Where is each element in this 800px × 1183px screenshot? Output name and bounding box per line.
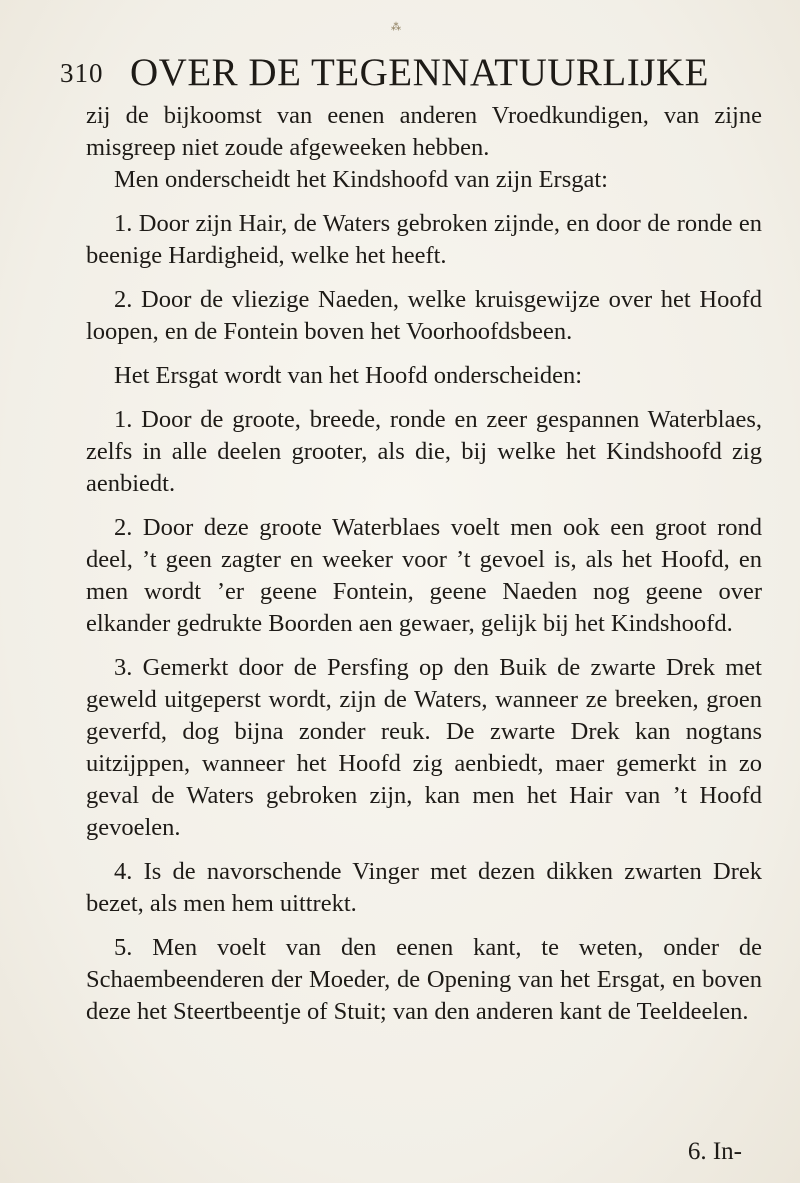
paragraph-intro-ersgat: Het Ersgat wordt van het Hoofd onderscheiden: (114, 362, 583, 389)
list-item-ersgat-4: 4. Is de navorschende Vinger met dezen dikken zwarten Drek bezet, als men hem uittrekt. (86, 858, 762, 917)
body-text (86, 100, 762, 1028)
list-item-ersgat-3: 3. Gemerkt door de Persfing op den Buik de zwarte Drek met geweld uitgeperst wordt, zijn de Waters, wanneer ze breeken, groen geverfd, dog bijna zonder reuk. De zwarte Drek kan nogtans uitzijppen, wanneer het Hoofd zig aenbiedt, maer gemerkt in zo geval de Waters gebroken zijn, kan men het Hair van ’t Hoofd gevoelen. (86, 654, 762, 841)
catchword: 6. In- (687, 1138, 742, 1165)
list-item-hoofd-2: 2. Door de vliezige Naeden, welke kruisgewijze over het Hoofd loopen, en de Fontein boven het Voorhoofdsbeen. (86, 286, 762, 345)
list-item-ersgat-2: 2. Door deze groote Waterblaes voelt men ook een groot rond deel, ’t geen zagter en weeker voor ’t gevoel is, als het Hoofd, en men wordt ’er geene Fontein, geene Naeden nog geene over elkander gedrukte Boorden aen gewaer, gelijk bij het Kindshoofd. (86, 514, 762, 637)
printer-mark: ⁂ (391, 22, 401, 33)
paragraph-continuation: zij de bijkoomst van eenen anderen Vroedkundigen, van zijne misgreep niet zoude afgeweeken hebben. (86, 102, 762, 161)
running-head: OVER DE TEGENNATUURLIJKE (130, 51, 709, 94)
list-item-ersgat-1: 1. Door de groote, breede, ronde en zeer gespannen Waterblaes, zelfs in alle deelen grooter, als die, bij welke het Kindshoofd zig aenbiedt. (86, 406, 762, 497)
list-item-hoofd-1: 1. Door zijn Hair, de Waters gebroken zijnde, en door de ronde en beenige Hardigheid, welke het heeft. (86, 210, 762, 269)
page-number: 310 (60, 58, 104, 88)
list-item-ersgat-5: 5. Men voelt van den eenen kant, te weten, onder de Schaembeenderen der Moeder, de Opening van het Ersgat, en boven deze het Steertbeentje of Stuit; van den anderen kant de Teeldeelen. (86, 934, 762, 1025)
page-header (60, 44, 760, 94)
paragraph-intro-hoofd: Men onderscheidt het Kindshoofd van zijn Ersgat: (114, 166, 608, 193)
